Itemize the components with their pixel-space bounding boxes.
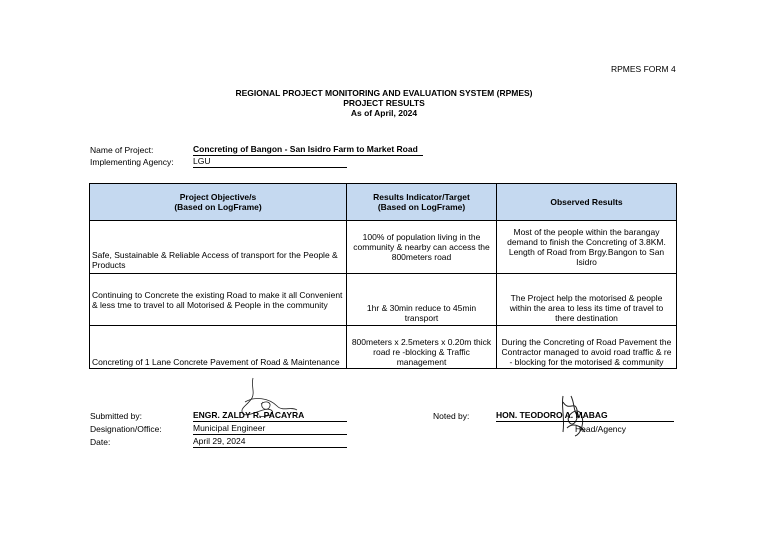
date-value: April 29, 2024 — [193, 436, 347, 448]
agency-label: Implementing Agency: — [90, 157, 174, 167]
table-row — [90, 274, 677, 326]
noted-by-name-text: HON. TEODORO A. MABAG — [496, 410, 608, 420]
row-observed: During the Concreting of Road Pavement the Contractor managed to avoid road traffic & re - blocking for the motorised & community — [497, 326, 677, 369]
designation-label: Designation/Office: — [90, 424, 162, 434]
header-indicator-line1: Results Indicator/Target — [373, 192, 470, 202]
designation-value: Municipal Engineer — [193, 423, 347, 435]
noted-by-name — [496, 410, 674, 422]
report-subtitle: PROJECT RESULTS — [343, 98, 425, 108]
row-indicator: 800meters x 2.5meters x 0.20m thick road re -blocking & Traffic management — [347, 326, 497, 369]
header-indicator-line2: (Based on LogFrame) — [377, 202, 466, 212]
project-name-value: Concreting of Bangon - San Isidro Farm to Market Road — [193, 144, 423, 156]
report-date: As of April, 2024 — [350, 108, 418, 118]
header-objective-line1: Project Objective/s — [179, 192, 257, 202]
agency-value: LGU — [193, 156, 347, 168]
results-table — [89, 183, 677, 369]
header-indicator — [347, 184, 497, 221]
header-objective-line2: (Based on LogFrame) — [174, 202, 262, 212]
submitted-by-label: Submitted by: — [90, 411, 142, 421]
header-observed — [497, 184, 677, 221]
date-label: Date: — [90, 437, 111, 447]
header-objective — [90, 184, 347, 221]
submitted-by-name: ENGR. ZALDY R. PACAYRA — [193, 410, 347, 422]
header-observed-line1: Observed Results — [550, 197, 623, 207]
table-header-row — [90, 184, 677, 221]
project-name-label: Name of Project: — [90, 145, 154, 155]
table-row — [90, 221, 677, 274]
row-indicator: 1hr & 30min reduce to 45min transport — [347, 274, 497, 326]
table-row — [90, 326, 677, 369]
row-objective: Continuing to Concrete the existing Road to make it all Convenient & less tme to travel to all Motorised & People in the community — [90, 274, 347, 326]
form-number: RPMES FORM 4 — [611, 64, 676, 74]
row-objective: Concreting of 1 Lane Concrete Pavement of Road & Maintenance — [90, 326, 347, 369]
noted-by-label: Noted by: — [433, 411, 470, 421]
report-title: REGIONAL PROJECT MONITORING AND EVALUATION SYSTEM (RPMES) — [235, 88, 533, 98]
row-observed: Most of the people within the barangay demand to finish the Concreting of 3.8KM. Length of Road from Brgy.Bangon to San Isidro — [497, 221, 677, 274]
row-observed: The Project help the motorised & people within the area to less its time of travel to there destination — [497, 274, 677, 326]
noted-by-title: Head/Agency — [575, 424, 627, 434]
row-objective: Safe, Sustainable & Reliable Access of transport for the People & Products — [90, 221, 347, 274]
row-indicator: 100% of population living in the community & nearby can access the 800meters road — [347, 221, 497, 274]
